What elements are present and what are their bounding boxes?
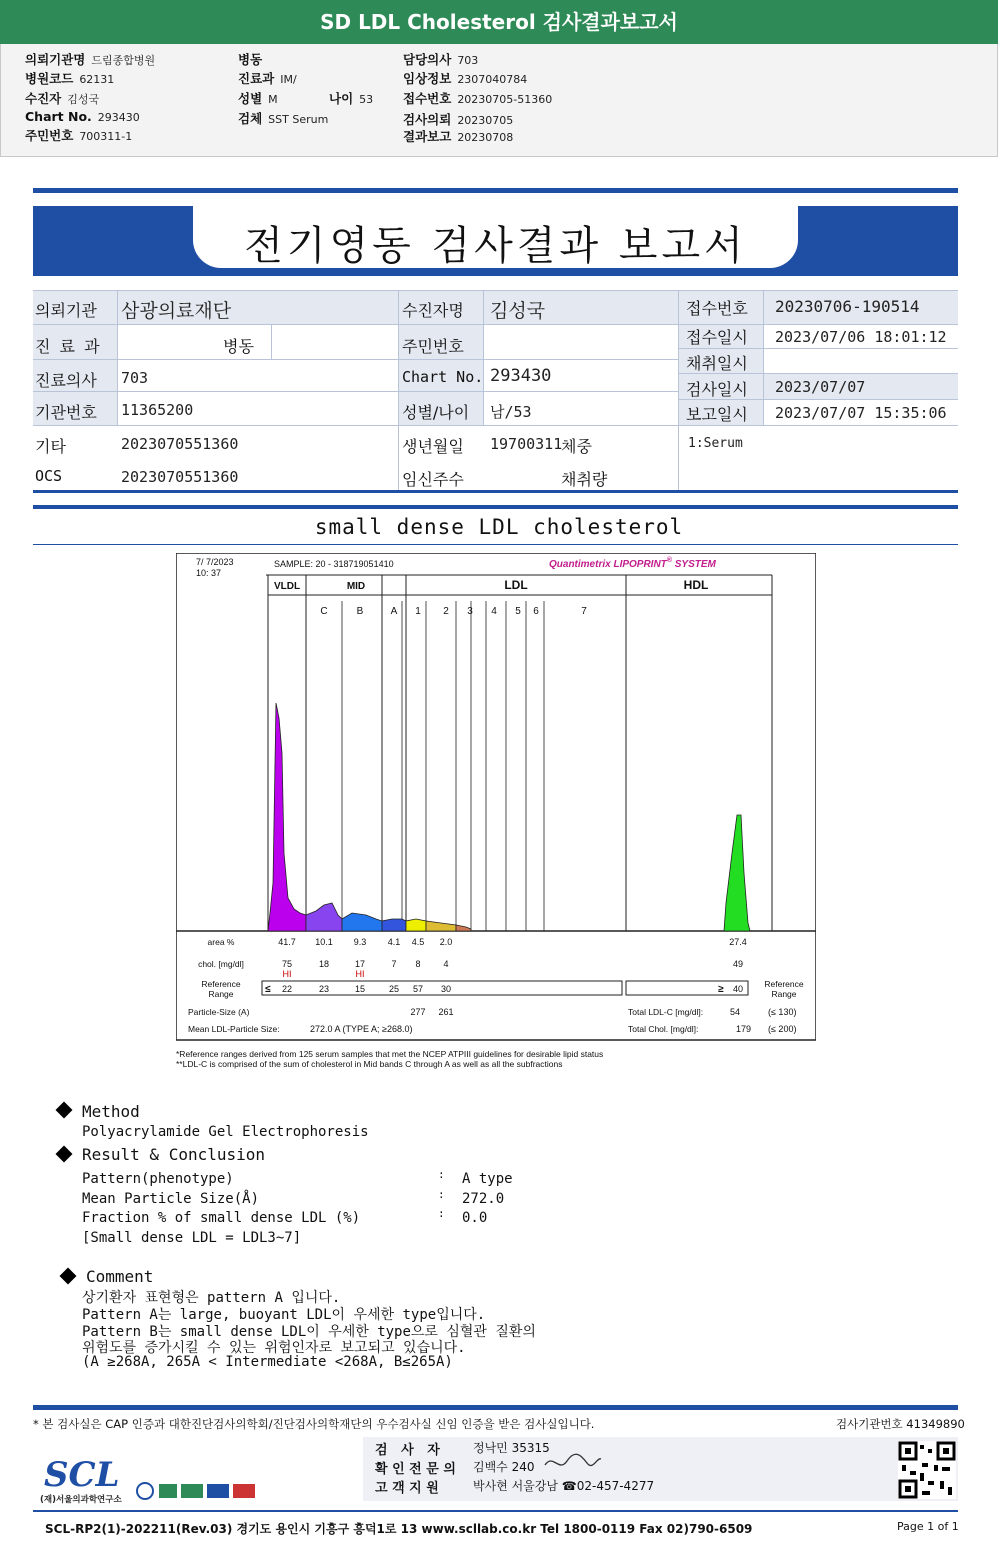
etc-value: 2023070551360: [121, 435, 239, 453]
chart-time: 10: 37: [196, 568, 222, 578]
sig-label: 검 사 자: [375, 1443, 440, 1458]
ref-value: 57: [412, 984, 424, 994]
particle-value: 261: [438, 1007, 454, 1017]
subband-label: B: [356, 606, 364, 617]
area-value: 41.7: [278, 937, 296, 947]
total-ldl-ref: (≤ 130): [768, 1007, 797, 1017]
section-rule-bottom: [33, 544, 958, 545]
header-field-col3-1: 임상정보 2307040784: [403, 71, 528, 86]
subband-label: 3: [467, 606, 473, 617]
area-value: 10.1: [315, 937, 333, 947]
result-value: 272.0: [462, 1190, 505, 1207]
lipoprint-chart: [176, 553, 816, 1098]
comment-line: (A ≥268A, 265A < Intermediate <268A, B≤265A): [82, 1354, 453, 1371]
header-field-col2-2: 성별 M: [238, 91, 278, 106]
method-text: Polyacrylamide Gel Electrophoresis: [82, 1124, 369, 1140]
subband-label: 4: [491, 606, 497, 617]
chart-date: 7/ 7/2023: [196, 557, 234, 567]
patient-info-table: [33, 290, 958, 490]
area-value: 4.1: [387, 937, 401, 947]
ref-value: 23: [318, 984, 330, 994]
bottom-rule: [33, 1510, 958, 1512]
total-ldl-value: 54: [730, 1007, 741, 1017]
ref-label-hdl: Reference: [764, 979, 804, 989]
header-field-col3-2: 접수번호 20230705-51360: [403, 91, 553, 106]
sig-label: 고 객 지 원: [375, 1481, 439, 1496]
chol-value: 17: [354, 959, 366, 969]
method-heading: Method: [82, 1102, 140, 1121]
sig-label: 확 인 전 문 의: [375, 1462, 456, 1477]
table-bottom-rule: [33, 490, 958, 493]
chol-value: 8: [415, 959, 421, 969]
specimen-value: 1:Serum: [688, 436, 743, 451]
report-title: 전기영동 검사결과 보고서: [244, 223, 747, 269]
header-field-col2-1: 진료과 IM/: [238, 71, 297, 86]
chart-label: Chart No.: [402, 368, 484, 386]
header-field-col1-3: Chart No. 293430: [25, 109, 140, 124]
ocs-value: 2023070551360: [121, 468, 239, 486]
ref-label: Reference: [201, 979, 241, 989]
footnote-1: *Reference ranges derived from 125 serum samples that met the NCEP ATPIII guidelines for desirable lipid status: [176, 1049, 604, 1059]
instno-label: 기관번호: [35, 403, 97, 422]
area-label: area %: [207, 937, 235, 947]
ref-value: 22: [281, 984, 293, 994]
chart-frame: [176, 553, 816, 1040]
result-colon: :: [438, 1168, 445, 1181]
total-chol-value: 179: [736, 1024, 752, 1034]
area-value: 9.3: [353, 937, 367, 947]
sig-value: 김백수 240: [473, 1460, 535, 1474]
sexage-label: 성별/나이: [402, 403, 470, 422]
section-title: small dense LDL cholesterol: [314, 515, 684, 539]
result-key: Fraction % of small dense LDL (%): [82, 1210, 361, 1226]
result-value: 0.0: [462, 1210, 488, 1226]
band-label-ldl: LDL: [504, 578, 528, 592]
chol-value: 75: [281, 959, 293, 969]
report-banner: [33, 206, 958, 276]
ocs-label: OCS: [35, 467, 63, 485]
area-value: 4.5: [411, 937, 425, 947]
total-ldl-label: Total LDL-C [mg/dl]:: [628, 1007, 704, 1017]
ref-value: 30: [440, 984, 452, 994]
sample-id: SAMPLE: 20 - 318719051410: [274, 559, 394, 569]
chol-value: 7: [391, 959, 397, 969]
instno-value: 11365200: [121, 401, 194, 419]
header-field-col1-1: 병원코드 62131: [25, 71, 115, 86]
header-field-col1-4: 주민번호 700311-1: [25, 128, 133, 143]
band-label-mid: MID: [346, 581, 366, 592]
header-field-col3-3: 검사의뢰 20230705: [403, 112, 514, 127]
cert-badges-icon: [135, 1478, 260, 1504]
collect-label: 채취일시: [686, 354, 748, 373]
inst-number: 검사기관번호 41349890: [836, 1417, 965, 1431]
subband-label: C: [320, 606, 328, 617]
amount-label: 채취량: [561, 470, 608, 489]
total-chol-ref: (≤ 200): [768, 1024, 797, 1034]
test-label: 검사일시: [686, 380, 748, 399]
preg-label: 임신주수: [402, 470, 464, 489]
dept-label: 진 료 과: [35, 337, 102, 356]
header-field-col3-4: 결과보고 20230708: [403, 129, 514, 144]
patient-value: 김성국: [490, 300, 546, 322]
header-field-col3-0: 담당의사 703: [403, 52, 479, 67]
result-heading: Result & Conclusion: [82, 1145, 266, 1164]
section-rule-top: [33, 505, 958, 509]
subband-label: 6: [533, 606, 539, 617]
bullet-diamond-icon: [56, 1102, 73, 1119]
recv-label: 접수일시: [686, 328, 748, 347]
cert-note: * 본 검사실은 CAP 인증과 대한진단검사의학회/진단검사의학재단의 우수검사실 신임 인증을 받은 검사실입니다.: [33, 1417, 595, 1431]
chart-value: 293430: [490, 366, 552, 386]
birth-label: 생년월일: [402, 437, 464, 456]
chol-label: chol. [mg/dl]: [198, 959, 244, 969]
ref-label-hdl: Range: [771, 989, 797, 999]
band-label-hdl: HDL: [683, 578, 709, 592]
brand-name: Quantimetrix LIPOPRINT® SYSTEM: [549, 557, 716, 570]
mean-label: Mean LDL-Particle Size:: [188, 1024, 280, 1034]
result-colon: :: [438, 1187, 445, 1201]
ref-value: 25: [388, 984, 400, 994]
result-colon: :: [438, 1207, 445, 1220]
subband-label: A: [390, 606, 398, 617]
result-key: Mean Particle Size(Å): [82, 1190, 260, 1207]
ref-le-symbol: ≤: [265, 984, 271, 995]
header-field-col2-0: 병동: [238, 52, 263, 67]
header-field-col2-3: 검체 SST Serum: [238, 111, 329, 126]
doctor-value: 703: [121, 369, 149, 387]
age-field: 나이 53: [329, 91, 374, 106]
etc-label: 기타: [35, 437, 66, 456]
comment-line: Pattern A는 large, buoyant LDL이 우세한 type입니다.: [82, 1306, 486, 1323]
qr-code-icon: [898, 1441, 956, 1499]
qr-code[interactable]: [898, 1441, 956, 1499]
accno-value: 20230706-190514: [775, 297, 920, 316]
footer-rule: [33, 1405, 958, 1410]
weight-label: 체중: [561, 437, 592, 456]
bullet-diamond-icon: [56, 1146, 73, 1163]
mid-a-peak: [382, 919, 406, 931]
document-title: SD LDL Cholesterol 검사결과보고서: [0, 0, 998, 44]
ref-hdl-value: 40: [732, 984, 744, 994]
header-field-col1-2: 수진자 김성국: [25, 91, 100, 106]
signature-box: [363, 1437, 958, 1501]
chol-value: 49: [732, 959, 744, 969]
doctor-label: 진료의사: [35, 371, 97, 390]
particle-value: 277: [410, 1007, 426, 1017]
comment-line: 위험도를 증가시킬 수 있는 위험인자로 보고되고 있습니다.: [82, 1340, 466, 1357]
recv-value: 2023/07/06 18:01:12: [775, 328, 947, 346]
subband-label: 7: [581, 606, 587, 617]
inst-value: 삼광의료재단: [121, 300, 232, 322]
total-chol-label: Total Chol. [mg/dl]:: [628, 1024, 699, 1034]
footer-address: SCL-RP2(1)-202211(Rev.03) 경기도 용인시 기흥구 흥덕1로 13 www.scllab.co.kr Tel 1800-0119 Fax 02)790-6509: [45, 1522, 753, 1536]
birth-value: 19700311: [490, 435, 563, 453]
inst-label: 의뢰기관: [35, 301, 97, 320]
chol-value: 18: [318, 959, 330, 969]
hi-flag: HI: [355, 969, 365, 979]
lipoprint-svg: [176, 553, 816, 1098]
patient-label: 수진자명: [402, 301, 464, 320]
subband-label: 2: [443, 606, 449, 617]
ref-label: Range: [208, 989, 234, 999]
band-label-vldl: VLDL: [273, 581, 301, 592]
sexage-value: 남/53: [490, 403, 532, 421]
hi-flag: HI: [282, 969, 292, 979]
accno-label: 접수번호: [686, 299, 748, 318]
comment-line: 상기환자 표현형은 pattern A 입니다.: [82, 1290, 341, 1306]
page-number: Page 1 of 1: [897, 1520, 959, 1533]
summary-info-panel: [0, 44, 998, 157]
bullet-diamond-icon: [60, 1268, 77, 1285]
signature-scribble: [543, 1451, 603, 1477]
certification-logos: [135, 1478, 260, 1504]
area-value: 27.4: [729, 937, 747, 947]
scl-logo: SCL: [44, 1455, 120, 1495]
result-note: [Small dense LDL = LDL3~7]: [82, 1230, 302, 1246]
result-key: Pattern(phenotype): [82, 1171, 234, 1187]
result-value: A type: [462, 1171, 513, 1187]
comment-heading: Comment: [86, 1267, 154, 1286]
report-date-value: 2023/07/07 15:35:06: [775, 404, 947, 422]
ldl1-peak: [406, 919, 426, 931]
area-value: 2.0: [439, 937, 453, 947]
subband-label: 1: [415, 606, 421, 617]
ref-ge-symbol: ≥: [718, 984, 724, 995]
ref-value: 15: [354, 984, 366, 994]
rrn-label: 주민번호: [402, 337, 464, 356]
particle-label: Particle-Size (A): [188, 1007, 250, 1017]
report-date-label: 보고일시: [686, 405, 748, 424]
chol-value: 4: [443, 959, 449, 969]
ward-label: 병동: [223, 337, 254, 356]
scl-logo-subtitle: (재)서울의과학연구소: [40, 1495, 122, 1505]
top-rule: [33, 188, 958, 193]
header-field-col1-0: 의뢰기관명 드림종합병원: [25, 52, 156, 67]
comment-line: Pattern B는 small dense LDL이 우세한 type으로 심혈관 질환의: [82, 1323, 536, 1340]
sig-value: 박사현 서울강남 ☎02-457-4277: [473, 1479, 655, 1493]
subband-label: 5: [515, 606, 521, 617]
mean-value: 272.0 A (TYPE A; ≥268.0): [310, 1024, 413, 1034]
footnote-2: **LDL-C is comprised of the sum of cholesterol in Mid bands C through A as well as all the subfractions: [176, 1059, 563, 1069]
sig-value: 정낙민 35315: [473, 1441, 550, 1455]
test-value: 2023/07/07: [775, 378, 866, 396]
